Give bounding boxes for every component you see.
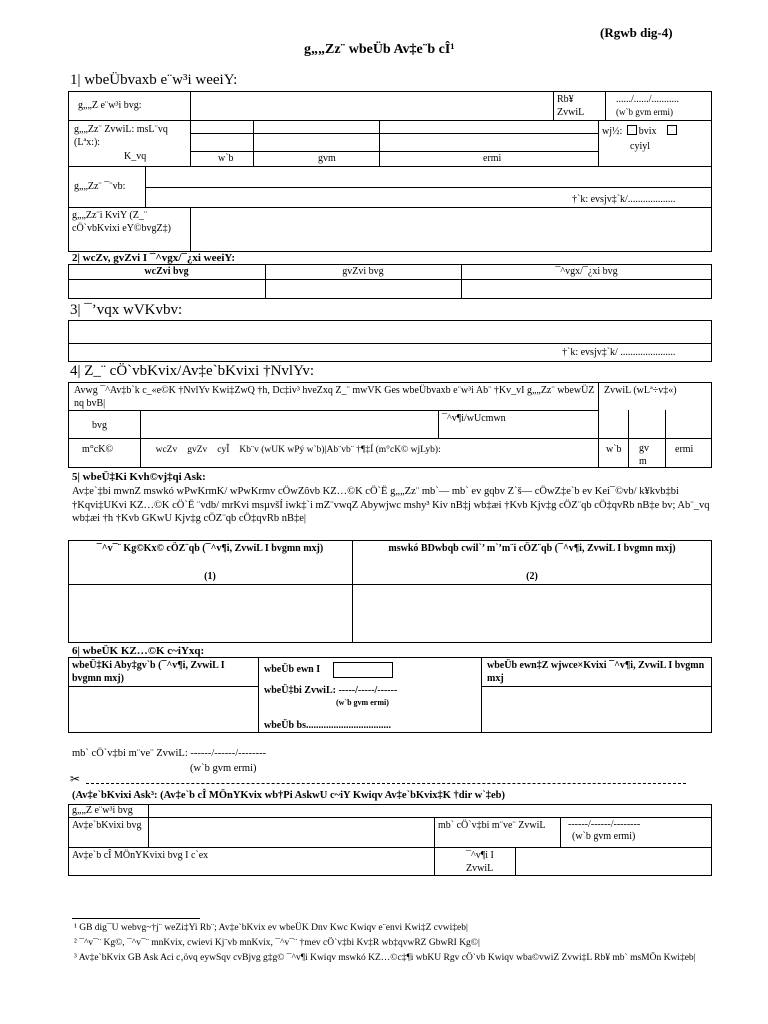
declaration-date-label: ZvwiL (wLª÷v‡«) — [604, 385, 677, 396]
section-5-paragraph: Av‡e`‡bi mwnZ mswkó wPwKrmK/ wPwKrmv cÖwZôvb KZ…©K cÖ`Ë g„„Zz¨ mb`— mb` ev gqbv Z`š— cÖwZ‡e`b ev Kei¯©vb/ k¥kvb‡bi †Kqvi‡UKvi KZ…©K cÖ`Ë ¨vdb/ mrKvi msµvšÍ iwk‡`i mZ¨vwqZ Abywjwc mshy³ Kiv nB‡j wb‡æi †Kvb Kjv‡g cÖZ¨qb cÖ‡qvRb nB‡e bv; Ab¨_vq wb‡æi †h †Kvb GKwU Kjv‡g cÖZ¨qb cÖ‡qvRb nB‡e| — [72, 486, 710, 524]
receipt-deceased-name-label: g„„Z e¨w³i bvg — [72, 805, 133, 816]
receipt-applicant-name-label: Av‡e`bKvixi bvg — [72, 820, 142, 831]
receipt-receiver-label: Av‡e`b cÎ MÖnYKvixi bvg I c`ex — [72, 850, 209, 861]
union-member-attestation-header: mswkó BDwbqb cwil`’ m`’m¨i cÖZ¨qb (¯^v¶i, ZvwiL I bvgmn mxj) — [388, 543, 676, 554]
sex-male-label: bvix — [638, 126, 657, 137]
section-5-heading: 5| wbeÜ‡Ki Kvh©vj‡qi Ask: — [72, 471, 206, 483]
registration-date-label: Rb¥ ZvwiL — [557, 94, 585, 118]
death-day-cell[interactable] — [190, 133, 253, 151]
section-1-heading: 1| wbeÜbvaxb e¨w³i weeiY: — [70, 72, 238, 88]
receipt-signature-label: ¯^v¶i I ZvwiL — [466, 850, 494, 874]
registrar-approval-header: wbeÜ‡Ki Aby‡gv`b (¯^v¶i, ZvwiL I bvgmn mxj) — [72, 660, 225, 684]
death-cause-field[interactable] — [191, 208, 711, 251]
registration-date-entry[interactable]: wbeÜ‡bi ZvwiL: -----/-----/------ — [264, 685, 398, 696]
declaration-day-label: w`b — [606, 444, 622, 455]
declarant-signature-label: ¯^v¶i/wUcmwn — [442, 413, 506, 424]
footnote-3: ³ Av‡e`bKvix GB Ask Aci c‚övq eywSqv cvBjvg g‡g© ¯^v¶i Kwiqv mswkó KZ…©c‡¶i wbKU Rgv cÖ`vb Kwiqv wba©vwiZ Zvwi‡L Rb¥ mb` msMÖn Kwi‡eb| — [74, 953, 696, 963]
scissors-icon: ✂ — [70, 772, 81, 786]
death-year-label: ermi — [483, 153, 502, 164]
section-2-heading: 2| wcZv, gvZvi I ¯^vgx/¯¿xi weeiY: — [72, 252, 236, 264]
death-day-label: w`b — [218, 153, 234, 164]
cut-line — [86, 783, 686, 784]
form-number: (Rgwb dig-4) — [600, 25, 673, 40]
col2-number: (2) — [526, 571, 538, 582]
relation-label: m°cK© — [82, 444, 114, 455]
receipt-issue-date-label: mb` cÖ`v‡bi m¨ve¨ ZvwiL — [438, 820, 546, 831]
section-4-heading: 4| Z_¨ cÖ`vbKvix/Av‡e`bKvixi †NvlYv: — [70, 363, 315, 379]
register-clerk-header: wbeÜb ewn‡Z wjwce×Kvixi ¯^v¶i, ZvwiL I bvgmn mxj — [487, 660, 705, 684]
declarant-name-label: bvg — [92, 420, 107, 431]
mother-name-header: gvZvi bvg — [342, 266, 384, 277]
receipt-issue-date-value[interactable]: ------/------/-------- — [568, 819, 641, 830]
certificate-issue-date[interactable]: mb` cÖ`v‡bi m¨ve¨ ZvwiL: ------/------/-------- — [72, 748, 267, 759]
health-worker-attestation-field[interactable] — [69, 585, 351, 642]
col1-number: (1) — [204, 571, 216, 582]
registration-date-entry-hint: (w`b gvm ermi) — [336, 698, 389, 707]
certificate-issue-date-hint: (w`b gvm ermi) — [190, 763, 257, 774]
registration-number-entry[interactable]: wbeÜb bs.................................. — [264, 720, 391, 731]
declaration-text: Avwg ¯^Av‡b`k c_«e©K †NvlYv Kwi‡ZwQ †h, Dc‡iv³ hveZxq Z_¨ mwVK Ges wbeÜbvaxb e¨w³i Ab¨ †Kv_vI g„„Zz¨ wbewÜZ nq bvB| — [74, 385, 595, 409]
footnote-divider — [72, 918, 200, 919]
death-date-label-words: K_vq — [124, 151, 147, 162]
spouse-name-header: ¯^vgx/¯¿xi bvg — [555, 266, 618, 277]
section-3-heading: 3| ¯’vqx wVKvbv: — [70, 302, 183, 318]
declaration-month-label: gv m — [639, 443, 649, 467]
section-6-heading: 6| wbeÜK KZ…©K c~iYxq: — [72, 645, 205, 657]
death-place-label: g„„Zz¨ ¯¨vb: — [74, 181, 126, 192]
sex-male-checkbox[interactable] — [627, 125, 637, 135]
death-date-label: g„„Zz¨ ZvwiL: msL¨vq (Lªx:): — [74, 124, 168, 148]
receipt-heading: (Av‡e`bKvixi Ask³: (Av‡e`b cÎ MÖnYKvix wb†Pi AskwU c~iY Kwiqv Av‡e`bKvix‡K †dir w`‡eb) — [72, 790, 505, 801]
sex-female-label: cyiyl — [630, 141, 650, 152]
union-member-attestation-field[interactable] — [353, 585, 711, 642]
registration-date-value[interactable]: ....../....../........... — [616, 94, 680, 105]
health-worker-attestation-header: ¯^v¯¨ Kg©Kx© cÖZ¨qb (¯^v¶i, ZvwiL I bvgmn mxj) — [96, 543, 324, 554]
register-book-label: wbeÜb ewn I — [264, 664, 321, 675]
death-month-label: gvm — [318, 153, 336, 164]
death-place-country: †`k: evsjv‡`k/................... — [572, 194, 676, 205]
declaration-year-label: ermi — [675, 444, 694, 455]
sex-female-checkbox[interactable] — [667, 125, 677, 135]
registration-date-hint: (w`b gvm ermi) — [616, 107, 673, 117]
relation-options[interactable]: wcZv gvZv cyÎ Kb¨v (wUK wPý w`b)|Ab¨vb¨ †¶‡Í (m°cK© wjLyb): — [148, 445, 441, 455]
permanent-address-country: †`k: evsjv‡`k/ ...................... — [562, 347, 676, 358]
register-book-field[interactable] — [333, 662, 393, 678]
receipt-issue-date-hint: (w`b gvm ermi) — [572, 831, 636, 842]
footnote-1: ¹ GB dig¯U webvg~†j¨ weZi‡Yi Rb¨; Av‡e`bKvix ev wbeÜK Dnv Kwc Kwiqv e¨envi Kwi‡Z cvwi‡eb| — [74, 923, 468, 933]
sex-label: wj½: bvix — [602, 125, 679, 138]
deceased-name-label: g„„Z e¨w³i bvg: — [78, 100, 142, 111]
father-name-header: wcZvi bvg — [144, 266, 189, 277]
death-cause-label: g„„Zz¨i KviY (Z_¨ cÖ`vbKvixi eY©bvgZ‡) — [72, 210, 171, 234]
footnote-2: ² ¯^v¯¨ Kg©, ¯^v¯¨ mnKvix, cwievi Kj¨vb mnKvix, ¯^v¯¨ †mev cÖ`v‡bi Kv‡R wb‡qvwRZ GbwRI Kg©| — [74, 938, 480, 948]
form-title: g„„Zz¨ wbeÜb Av‡e¨b cÎ¹ — [304, 42, 455, 57]
